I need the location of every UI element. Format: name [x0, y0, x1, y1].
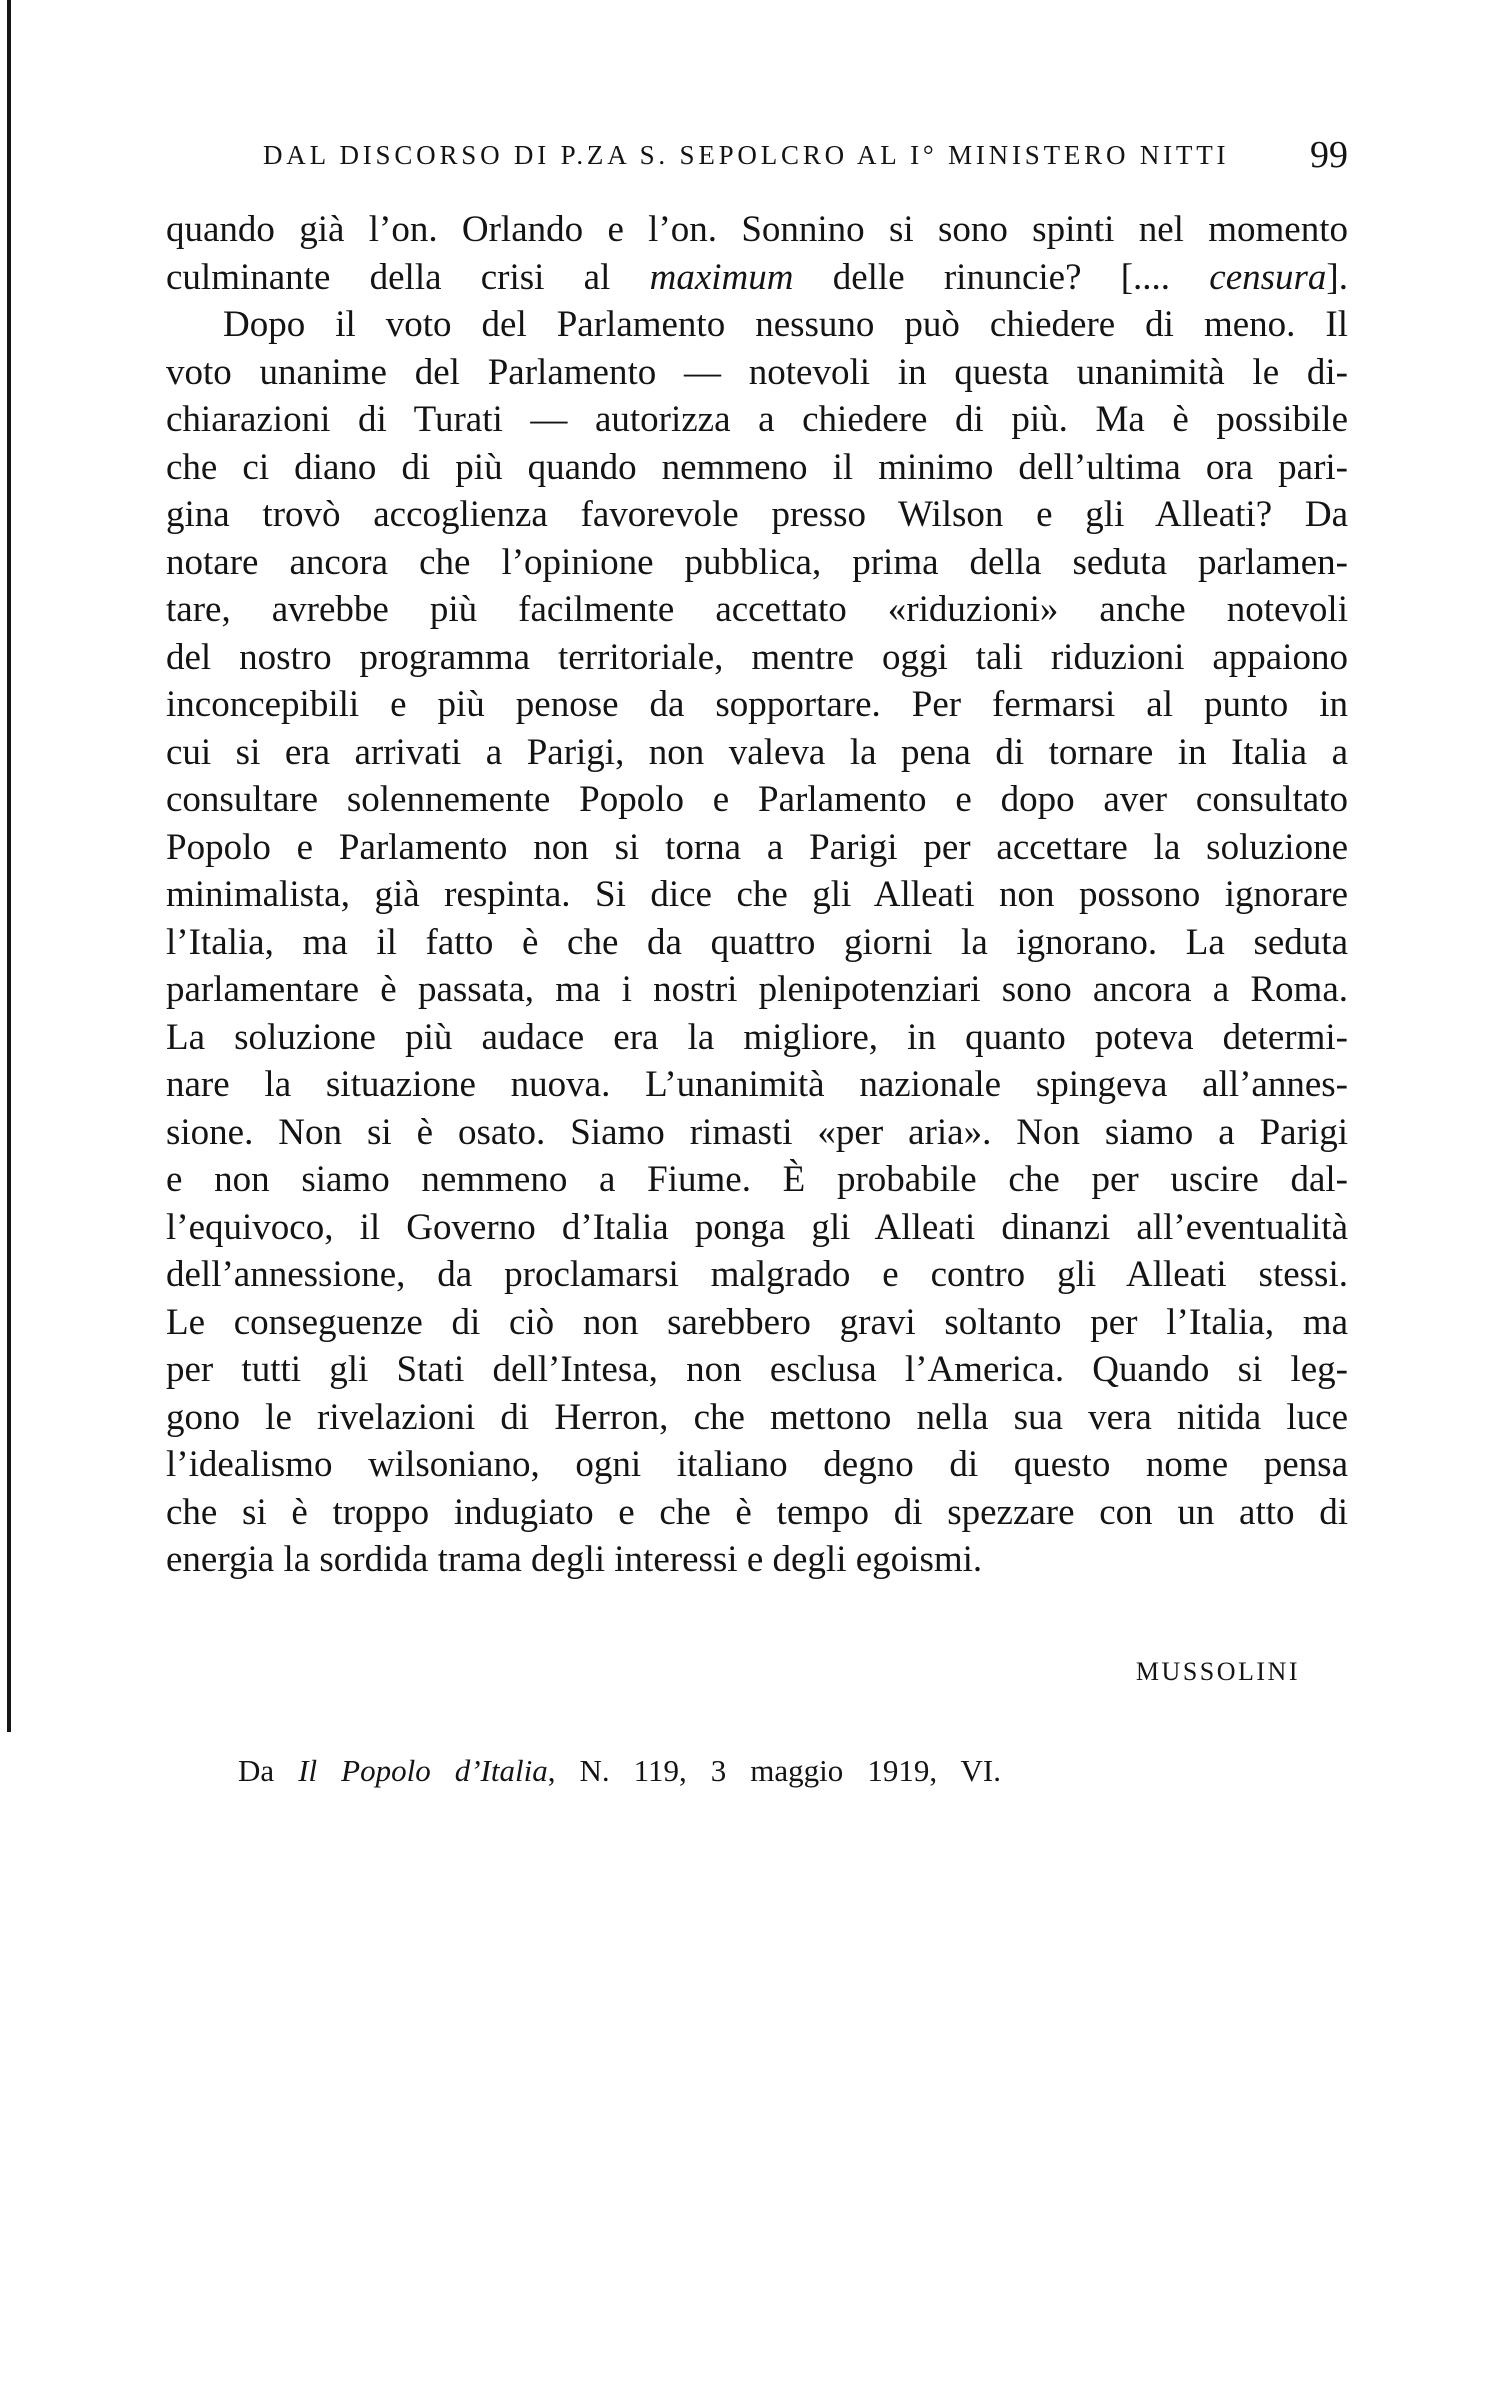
body-line: e non siamo nemmeno a Fiume. È probabile che per uscire dal-: [166, 1159, 1348, 1200]
italic-term: maximum: [649, 256, 794, 298]
body-line: cui si era arrivati a Parigi, non valeva la pena di tornare in Italia a: [166, 731, 1348, 773]
page-number: 99: [1310, 134, 1348, 176]
body-line: consultare solennemente Popolo e Parlamento e dopo aver consultato: [166, 779, 1348, 820]
body-line: l’idealismo wilsoniano, ogni italiano degno di questo nome pensa: [166, 1444, 1348, 1485]
body-line: che si è troppo indugiato e che è tempo di spezzare con un atto di: [166, 1491, 1348, 1533]
body-line: per tutti gli Stati dell’Intesa, non esclusa l’America. Quando si leg-: [166, 1349, 1348, 1390]
body-line: l’equivoco, il Governo d’Italia ponga gli Alleati dinanzi all’eventualità: [166, 1206, 1348, 1248]
source-details: , N. 119, 3 maggio 1919, VI.: [547, 1753, 1001, 1788]
body-line: chiarazioni di Turati — autorizza a chiedere di più. Ma è possibile: [166, 399, 1348, 440]
running-title: DAL DISCORSO DI P.ZA S. SEPOLCRO AL I° MINISTERO NITTI: [263, 140, 1230, 170]
author-signature: MUSSOLINI: [1135, 1657, 1300, 1686]
body-line: notare ancora che l’opinione pubblica, prima della seduta parlamen-: [166, 541, 1348, 583]
body-line: che ci diano di più quando nemmeno il minimo dell’ultima ora pari-: [166, 446, 1348, 488]
body-line: Dopo il voto del Parlamento nessuno può chiedere di meno. Il: [223, 304, 1348, 345]
source-citation: [238, 1752, 1001, 1790]
italic-term: censura: [1209, 256, 1327, 298]
source-prefix: Da: [238, 1753, 299, 1788]
body-line: sione. Non si è osato. Siamo rimasti «per aria». Non siamo a Parigi: [166, 1111, 1348, 1153]
text-run: culminante della crisi al: [166, 256, 650, 298]
body-text: [166, 206, 1348, 1584]
body-line: minimalista, già respinta. Si dice che gli Alleati non possono ignorare: [166, 874, 1348, 915]
newspaper-title: Il Popolo d’Italia: [298, 1753, 548, 1788]
text-run: delle rinuncie? [....: [793, 256, 1210, 298]
body-line: voto unanime del Parlamento — notevoli in questa unanimità le di-: [166, 351, 1348, 393]
body-line: del nostro programma territoriale, mentre oggi tali riduzioni appaiono: [166, 636, 1348, 678]
body-line: quando già l’on. Orlando e l’on. Sonnino si sono spinti nel momento: [166, 209, 1348, 250]
body-line: nare la situazione nuova. L’unanimità nazionale spingeva all’annes-: [166, 1064, 1348, 1105]
body-line: Le conseguenze di ciò non sarebbero gravi soltanto per l’Italia, ma: [166, 1301, 1348, 1343]
body-line: l’Italia, ma il fatto è che da quattro giorni la ignorano. La seduta: [166, 921, 1348, 963]
body-line: energia la sordida trama degli interessi e degli egoismi.: [166, 1539, 983, 1580]
body-line: Popolo e Parlamento non si torna a Parigi per accettare la soluzione: [166, 826, 1348, 868]
text-run: ].: [1326, 256, 1348, 298]
scan-edge-line: [7, 0, 11, 1732]
body-line: inconcepibili e più penose da sopportare. Per fermarsi al punto in: [166, 684, 1348, 725]
body-line: gina trovò accoglienza favorevole presso Wilson e gli Alleati? Da: [166, 494, 1348, 535]
body-line: La soluzione più audace era la migliore, in quanto poteva determi-: [166, 1016, 1348, 1058]
body-line: gono le rivelazioni di Herron, che mettono nella sua vera nitida luce: [166, 1396, 1348, 1438]
body-line: [166, 254, 1348, 302]
body-line: parlamentare è passata, ma i nostri plenipotenziari sono ancora a Roma.: [166, 969, 1348, 1010]
body-line: dell’annessione, da proclamarsi malgrado e contro gli Alleati stessi.: [166, 1254, 1348, 1295]
body-line: tare, avrebbe più facilmente accettato «riduzioni» anche notevoli: [166, 589, 1348, 630]
